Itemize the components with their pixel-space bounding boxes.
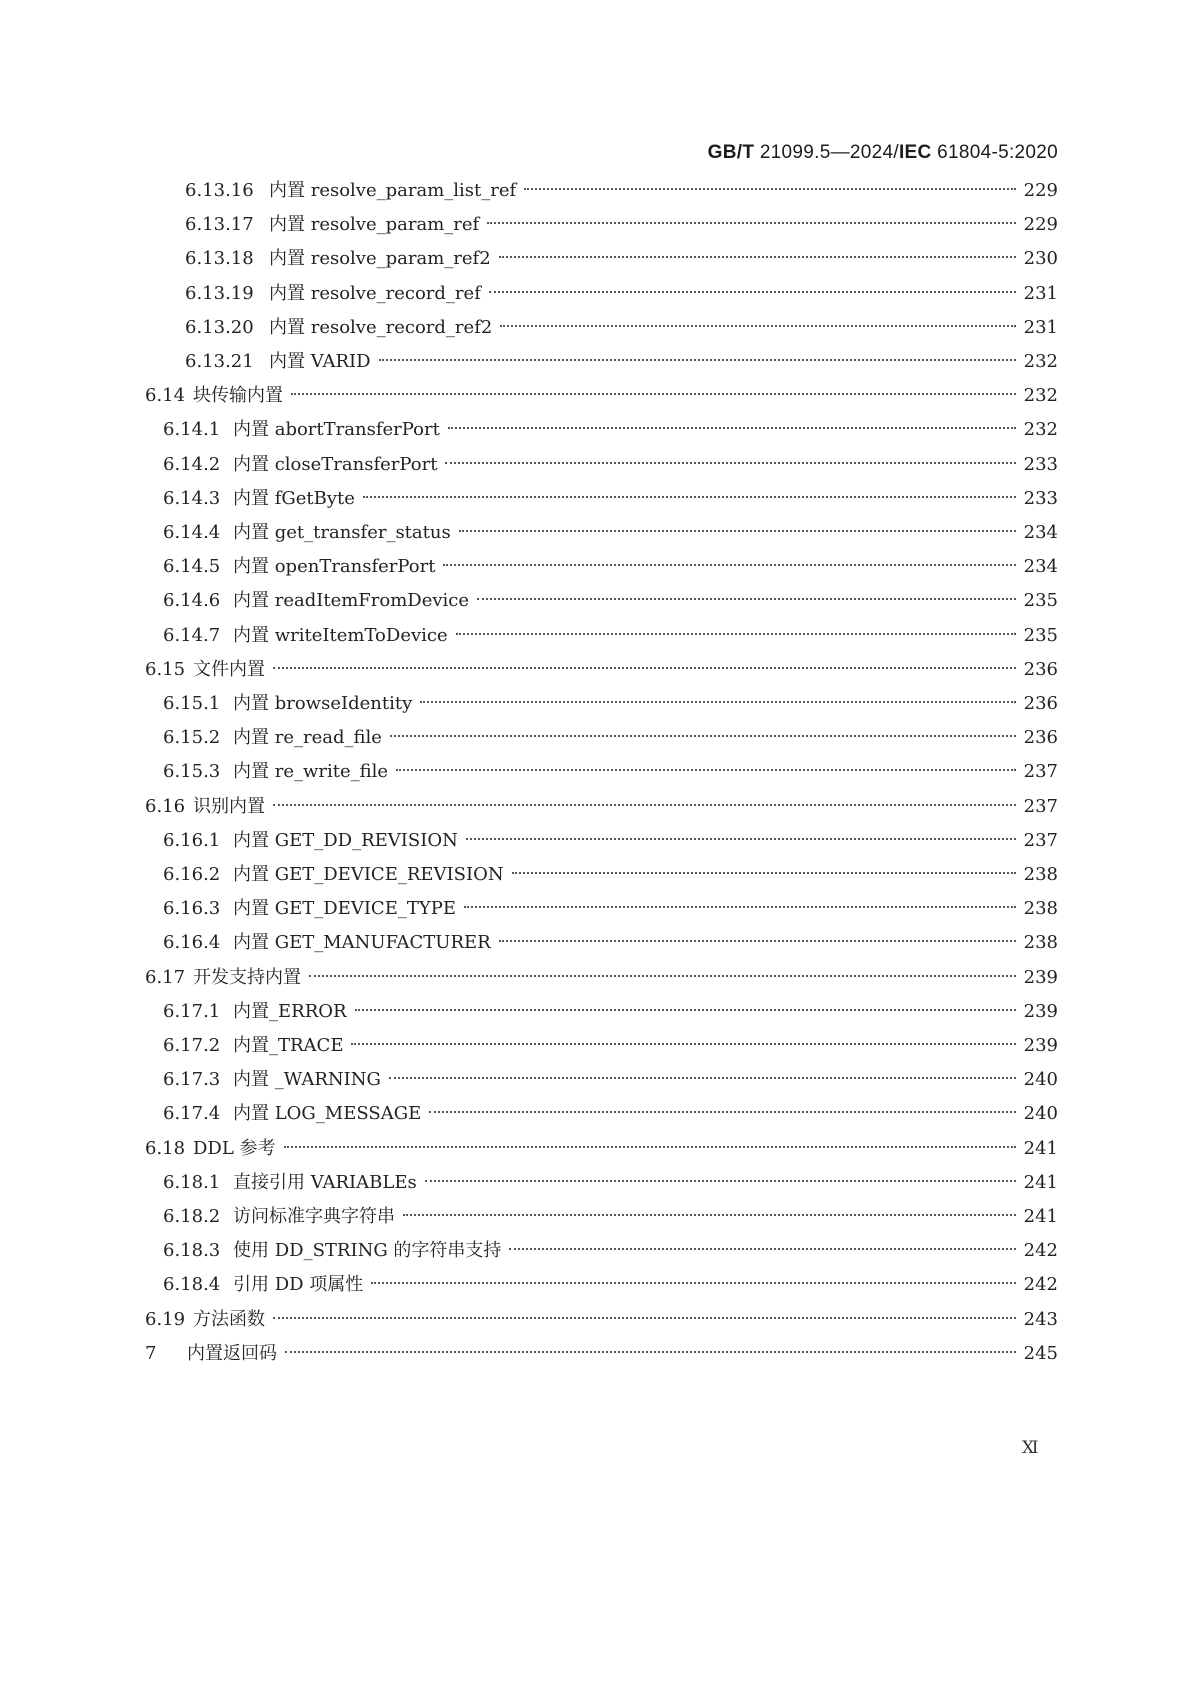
toc-entry-page: 230 bbox=[1023, 248, 1058, 270]
toc-entry[interactable] bbox=[145, 1131, 1058, 1167]
toc-dot-leader bbox=[499, 940, 1016, 942]
toc-entry-title: 内置 resolve_param_ref bbox=[269, 214, 480, 236]
toc-entry-number: 6.14.2 bbox=[163, 453, 221, 475]
toc-entry-title: 开发支持内置 bbox=[193, 966, 301, 988]
toc-entry-page: 240 bbox=[1023, 1103, 1058, 1125]
toc-entry-page: 243 bbox=[1023, 1308, 1058, 1330]
toc-dot-leader bbox=[448, 427, 1016, 429]
toc-entry-number: 6.18 bbox=[145, 1137, 186, 1159]
toc-entry[interactable] bbox=[163, 925, 1058, 961]
toc-entry-page: 237 bbox=[1023, 795, 1058, 817]
toc-dot-leader bbox=[273, 804, 1016, 806]
toc-entry[interactable] bbox=[163, 481, 1058, 517]
toc-entry-number: 6.15.2 bbox=[163, 727, 221, 749]
toc-entry[interactable] bbox=[185, 241, 1058, 277]
header-standard-number: 21099.5—2024/ bbox=[754, 142, 899, 163]
toc-entry-title: 内置 writeItemToDevice bbox=[233, 624, 448, 646]
toc-entry-page: 232 bbox=[1023, 351, 1058, 372]
toc-entry-number: 6.15 bbox=[145, 658, 186, 680]
toc-entry-number: 6.17.1 bbox=[163, 1000, 221, 1022]
toc-entry[interactable] bbox=[163, 891, 1058, 927]
toc-entry[interactable] bbox=[163, 1062, 1058, 1098]
toc-entry[interactable] bbox=[145, 789, 1058, 825]
toc-entry-title: 内置 abortTransferPort bbox=[233, 419, 440, 441]
toc-entry[interactable] bbox=[163, 823, 1058, 859]
toc-entry-title: 方法函数 bbox=[193, 1308, 265, 1330]
toc-entry-number: 6.14.6 bbox=[163, 590, 221, 612]
toc-entry-number: 6.18.1 bbox=[163, 1171, 221, 1193]
toc-entry-page: 235 bbox=[1023, 624, 1058, 646]
toc-dot-leader bbox=[489, 291, 1016, 293]
toc-entry-number: 6.16.2 bbox=[163, 864, 221, 885]
toc-entry-title: 内置 re_read_file bbox=[233, 727, 382, 749]
toc-entry-number: 7 bbox=[145, 1342, 157, 1364]
toc-entry-title: 内置 GET_MANUFACTURER bbox=[233, 932, 491, 954]
toc-entry-title: 内置 readItemFromDevice bbox=[233, 590, 470, 612]
toc-dot-leader bbox=[355, 1009, 1016, 1011]
toc-entry-title: 内置 re_write_file bbox=[233, 761, 389, 783]
toc-dot-leader bbox=[459, 530, 1016, 532]
toc-entry[interactable] bbox=[185, 207, 1058, 243]
toc-entry-page: 236 bbox=[1023, 693, 1058, 714]
toc-dot-leader bbox=[464, 906, 1016, 908]
toc-entry-page: 238 bbox=[1023, 898, 1058, 920]
toc-dot-leader bbox=[524, 188, 1016, 190]
toc-entry-title: 内置 resolve_record_ref bbox=[269, 282, 481, 304]
toc-entry-title: 内置 GET_DEVICE_TYPE bbox=[233, 898, 456, 920]
toc-dot-leader bbox=[273, 1317, 1016, 1319]
toc-entry-page: 234 bbox=[1023, 522, 1058, 543]
toc-entry-title: 内置 browseIdentity bbox=[233, 693, 413, 714]
toc-entry-page: 239 bbox=[1023, 966, 1058, 988]
toc-entry[interactable] bbox=[163, 447, 1058, 483]
toc-entry-page: 238 bbox=[1023, 932, 1058, 954]
toc-entry-number: 6.13.19 bbox=[185, 282, 254, 304]
toc-entry-number: 6.16.3 bbox=[163, 898, 221, 920]
toc-entry-title: 内置 LOG_MESSAGE bbox=[233, 1103, 422, 1125]
toc-dot-leader bbox=[363, 496, 1016, 498]
toc-entry-page: 237 bbox=[1023, 761, 1058, 783]
header-standard-prefix: GB/T bbox=[707, 142, 755, 163]
toc-entry-page: 229 bbox=[1023, 214, 1058, 236]
toc-entry-number: 6.15.3 bbox=[163, 761, 221, 783]
toc-entry-number: 6.13.16 bbox=[185, 180, 254, 201]
toc-entry[interactable] bbox=[185, 344, 1058, 380]
toc-entry-page: 242 bbox=[1023, 1240, 1058, 1262]
toc-dot-leader bbox=[309, 975, 1016, 977]
toc-entry-page: 238 bbox=[1023, 864, 1058, 885]
toc-dot-leader bbox=[425, 1180, 1016, 1182]
toc-entry-page: 233 bbox=[1023, 487, 1058, 509]
toc-entry-page: 237 bbox=[1023, 829, 1058, 851]
toc-entry-title: 内置 resolve_record_ref2 bbox=[269, 316, 493, 338]
toc-entry[interactable] bbox=[163, 720, 1058, 756]
toc-entry[interactable] bbox=[163, 515, 1058, 551]
toc-entry[interactable] bbox=[145, 1336, 1058, 1372]
toc-entry[interactable] bbox=[163, 1267, 1058, 1303]
toc-entry-page: 233 bbox=[1023, 453, 1058, 475]
toc-dot-leader bbox=[487, 222, 1016, 224]
toc-entry-number: 6.14.4 bbox=[163, 522, 221, 543]
toc-entry[interactable] bbox=[163, 1199, 1058, 1235]
toc-entry-page: 240 bbox=[1023, 1069, 1058, 1091]
toc-entry-number: 6.19 bbox=[145, 1308, 186, 1330]
toc-entry-page: 232 bbox=[1023, 419, 1058, 441]
toc-entry-page: 245 bbox=[1023, 1342, 1058, 1364]
toc-entry-number: 6.13.21 bbox=[185, 351, 254, 372]
toc-entry-page: 231 bbox=[1023, 316, 1058, 338]
toc-entry[interactable] bbox=[185, 276, 1058, 312]
toc-entry[interactable] bbox=[145, 960, 1058, 996]
toc-dot-leader bbox=[499, 256, 1016, 258]
toc-dot-leader bbox=[273, 667, 1016, 669]
toc-entry-number: 6.16.4 bbox=[163, 932, 221, 954]
toc-entry-title: 内置 get_transfer_status bbox=[233, 522, 451, 543]
toc-entry-number: 6.17.4 bbox=[163, 1103, 221, 1125]
toc-entry-title: 内置 openTransferPort bbox=[233, 556, 436, 578]
toc-entry-title: 使用 DD_STRING 的字符串支持 bbox=[233, 1240, 502, 1262]
toc-entry-number: 6.18.2 bbox=[163, 1206, 221, 1227]
toc-entry-page: 234 bbox=[1023, 556, 1058, 578]
toc-entry-title: 内置 fGetByte bbox=[233, 487, 355, 509]
toc-dot-leader bbox=[477, 598, 1016, 600]
footer-page-number: Ⅺ bbox=[1022, 1438, 1039, 1458]
toc-dot-leader bbox=[396, 769, 1016, 771]
toc-entry-title: 访问标准字典字符串 bbox=[233, 1206, 395, 1227]
toc-dot-leader bbox=[371, 1282, 1016, 1284]
toc-entry[interactable] bbox=[163, 1028, 1058, 1064]
toc-entry[interactable] bbox=[185, 173, 1058, 209]
toc-dot-leader bbox=[351, 1043, 1016, 1045]
toc-dot-leader bbox=[512, 872, 1016, 874]
toc-entry-page: 236 bbox=[1023, 727, 1058, 749]
toc-entry[interactable] bbox=[163, 618, 1058, 654]
toc-entry-title: 内置_ERROR bbox=[233, 1000, 347, 1022]
toc-entry-number: 6.18.3 bbox=[163, 1240, 221, 1262]
toc-entry-number: 6.13.17 bbox=[185, 214, 254, 236]
toc-entry[interactable] bbox=[163, 994, 1058, 1030]
toc-entry-number: 6.16 bbox=[145, 795, 186, 817]
toc-entry-title: DDL 参考 bbox=[193, 1137, 276, 1159]
toc-entry-page: 236 bbox=[1023, 658, 1058, 680]
toc-entry-number: 6.17 bbox=[145, 966, 186, 988]
toc-entry-title: 内置 resolve_param_list_ref bbox=[269, 180, 517, 201]
toc-dot-leader bbox=[379, 359, 1016, 361]
toc-entry[interactable] bbox=[163, 1233, 1058, 1269]
toc-entry-title: 识别内置 bbox=[193, 795, 265, 817]
toc-dot-leader bbox=[456, 633, 1016, 635]
toc-entry[interactable] bbox=[145, 378, 1058, 414]
toc-entry-page: 242 bbox=[1023, 1274, 1058, 1296]
toc-entry[interactable] bbox=[163, 686, 1058, 722]
toc-entry-title: 引用 DD 项属性 bbox=[233, 1274, 364, 1296]
toc-entry-number: 6.14.3 bbox=[163, 487, 221, 509]
document-header bbox=[708, 142, 1058, 164]
toc-entry-title: 内置返回码 bbox=[187, 1342, 277, 1364]
toc-entry[interactable] bbox=[163, 857, 1058, 893]
toc-entry-number: 6.13.18 bbox=[185, 248, 254, 270]
toc-entry-title: 内置_TRACE bbox=[233, 1035, 344, 1056]
toc-dot-leader bbox=[291, 393, 1016, 395]
toc-entry-number: 6.18.4 bbox=[163, 1274, 221, 1296]
toc-entry-title: 内置 GET_DEVICE_REVISION bbox=[233, 864, 504, 885]
toc-entry[interactable] bbox=[163, 754, 1058, 790]
toc-entry-number: 6.16.1 bbox=[163, 829, 221, 851]
toc-entry-page: 229 bbox=[1023, 180, 1058, 201]
toc-entry[interactable] bbox=[145, 1302, 1058, 1338]
toc-entry[interactable] bbox=[163, 549, 1058, 585]
toc-entry-number: 6.17.2 bbox=[163, 1035, 221, 1056]
toc-dot-leader bbox=[420, 701, 1016, 703]
toc-entry[interactable] bbox=[163, 1165, 1058, 1201]
toc-entry[interactable] bbox=[163, 1096, 1058, 1132]
toc-dot-leader bbox=[390, 735, 1016, 737]
toc-dot-leader bbox=[429, 1111, 1016, 1113]
toc-entry-title: 内置 closeTransferPort bbox=[233, 453, 438, 475]
toc-entry-number: 6.14.5 bbox=[163, 556, 221, 578]
toc-entry-number: 6.14.1 bbox=[163, 419, 221, 441]
toc-dot-leader bbox=[403, 1214, 1016, 1216]
toc-entry-page: 231 bbox=[1023, 282, 1058, 304]
toc-entry-page: 241 bbox=[1023, 1137, 1058, 1159]
toc-dot-leader bbox=[285, 1351, 1016, 1353]
toc-dot-leader bbox=[509, 1248, 1016, 1250]
toc-dot-leader bbox=[466, 838, 1016, 840]
header-iec-number: 61804-5:2020 bbox=[931, 142, 1058, 163]
toc-entry-number: 6.14 bbox=[145, 385, 186, 407]
toc-entry-page: 241 bbox=[1023, 1171, 1058, 1193]
toc-entry[interactable] bbox=[145, 652, 1058, 688]
toc-entry-page: 232 bbox=[1023, 385, 1058, 407]
toc-entry-title: 直接引用 VARIABLEs bbox=[233, 1171, 417, 1193]
toc-entry-number: 6.17.3 bbox=[163, 1069, 221, 1091]
toc-entry-title: 内置 GET_DD_REVISION bbox=[233, 829, 458, 851]
toc-entry-title: 内置 VARID bbox=[269, 351, 371, 372]
toc-entry-title: 文件内置 bbox=[193, 658, 265, 680]
toc-entry-number: 6.13.20 bbox=[185, 316, 254, 338]
header-iec-prefix: IEC bbox=[898, 142, 932, 163]
toc-dot-leader bbox=[445, 462, 1016, 464]
toc-entry-number: 6.15.1 bbox=[163, 693, 221, 714]
toc-entry[interactable] bbox=[185, 310, 1058, 346]
toc-entry-number: 6.14.7 bbox=[163, 624, 221, 646]
toc-entry-title: 内置 resolve_param_ref2 bbox=[269, 248, 491, 270]
toc-dot-leader bbox=[500, 325, 1016, 327]
toc-dot-leader bbox=[284, 1146, 1016, 1148]
toc-entry-title: 内置 _WARNING bbox=[233, 1069, 381, 1091]
toc-entry-title: 块传输内置 bbox=[193, 385, 283, 407]
toc-entry[interactable] bbox=[163, 583, 1058, 619]
toc-dot-leader bbox=[389, 1077, 1016, 1079]
toc-entry[interactable] bbox=[163, 412, 1058, 448]
toc-dot-leader bbox=[443, 564, 1016, 566]
toc-entry-page: 235 bbox=[1023, 590, 1058, 612]
toc-entry-page: 239 bbox=[1023, 1000, 1058, 1022]
toc-entry-page: 239 bbox=[1023, 1035, 1058, 1056]
toc-entry-page: 241 bbox=[1023, 1206, 1058, 1227]
